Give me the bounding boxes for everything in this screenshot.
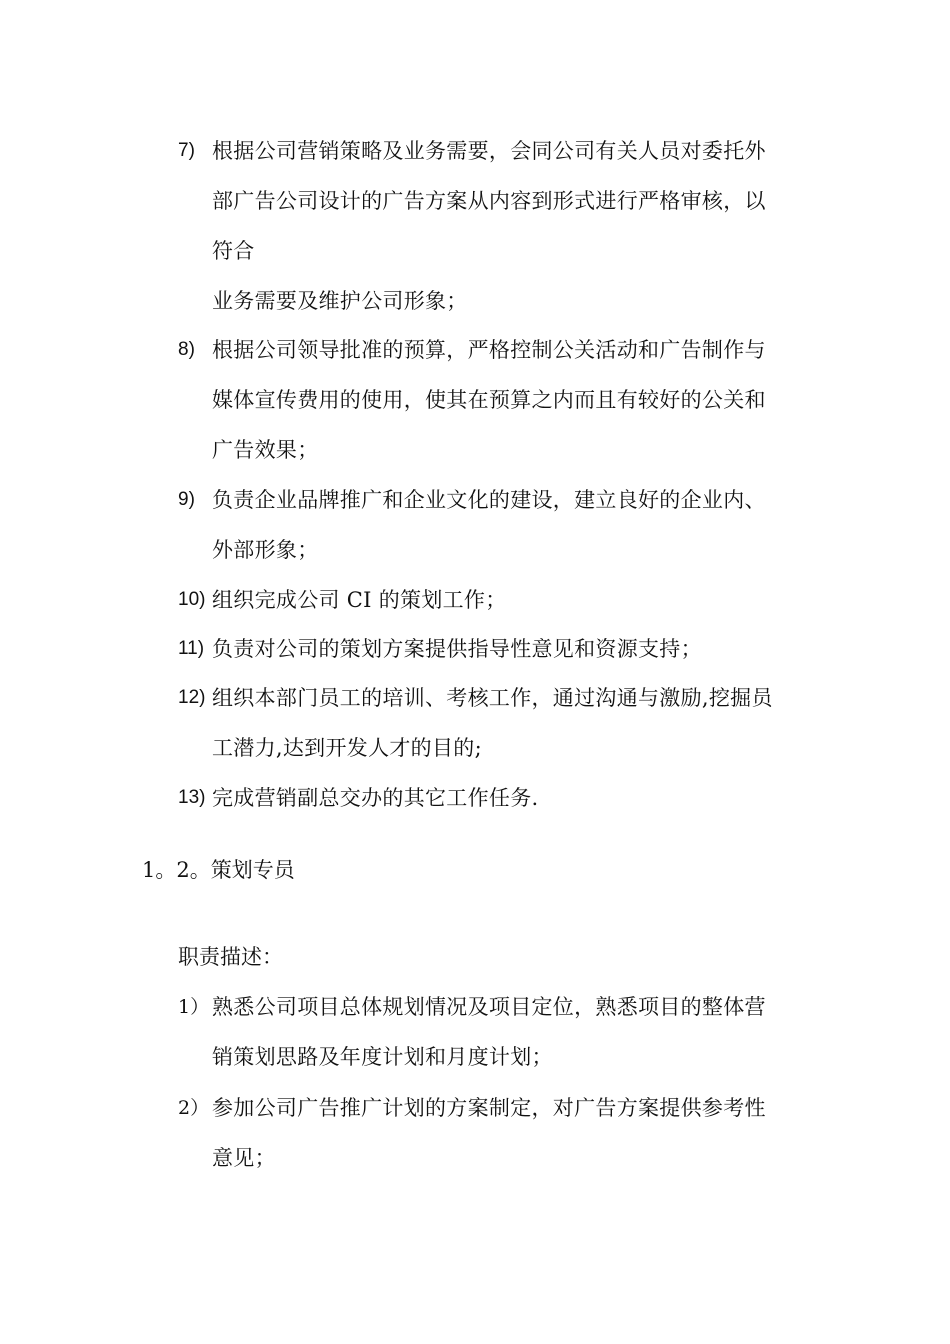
list-item-number: 8)	[178, 339, 195, 360]
text-line: 销策划思路及年度计划和月度计划；	[212, 1045, 553, 1069]
text-line: 业务需要及维护公司形象；	[212, 289, 468, 313]
list-item-text	[212, 773, 812, 823]
list-item-text	[212, 982, 812, 1082]
section-heading: 1。2。策划专员	[142, 858, 295, 882]
text-line: 广告效果；	[212, 438, 319, 462]
list-item-text	[212, 624, 812, 674]
list-item-number: 2）	[178, 1097, 210, 1119]
list-item-number: 13)	[178, 787, 206, 808]
duties-label: 职责描述：	[178, 945, 283, 969]
text-line: 符合	[212, 239, 255, 263]
text-line: 工潜力,达到开发人才的目的;	[212, 736, 482, 760]
list-item-number: 1）	[178, 996, 210, 1018]
list-item-text	[212, 475, 812, 575]
list-item-text	[212, 575, 812, 625]
list-item-text	[212, 126, 812, 326]
list-item-number: 12)	[178, 687, 206, 708]
list-item-number: 9)	[178, 489, 195, 510]
list-item-number: 11)	[178, 638, 205, 659]
list-item-text	[212, 325, 812, 475]
list-item-text	[212, 673, 812, 773]
text-line: 根据公司领导批准的预算，严格控制公关活动和广告制作与	[212, 338, 766, 362]
list-item-number: 7)	[178, 140, 195, 161]
text-line: 外部形象；	[212, 538, 319, 562]
text-line: 负责企业品牌推广和企业文化的建设，建立良好的企业内、	[212, 488, 766, 512]
list-item-text	[212, 1083, 812, 1183]
text-line: 意见；	[212, 1146, 276, 1170]
text-line: 组织完成公司 CI 的策划工作；	[212, 588, 507, 612]
text-line: 组织本部门员工的培训、考核工作，通过沟通与激励,挖掘员	[212, 686, 773, 710]
text-line: 熟悉公司项目总体规划情况及项目定位，熟悉项目的整体营	[212, 995, 766, 1019]
text-line: 媒体宣传费用的使用，使其在预算之内而且有较好的公关和	[212, 388, 766, 412]
text-line: 部广告公司设计的广告方案从内容到形式进行严格审核，以	[212, 189, 766, 213]
list-item-number: 10)	[178, 589, 206, 610]
text-line: 负责对公司的策划方案提供指导性意见和资源支持；	[212, 637, 702, 661]
text-line: 完成营销副总交办的其它工作任务.	[212, 786, 539, 810]
text-line: 根据公司营销策略及业务需要，会同公司有关人员对委托外	[212, 139, 766, 163]
text-line: 参加公司广告推广计划的方案制定，对广告方案提供参考性	[212, 1096, 766, 1120]
